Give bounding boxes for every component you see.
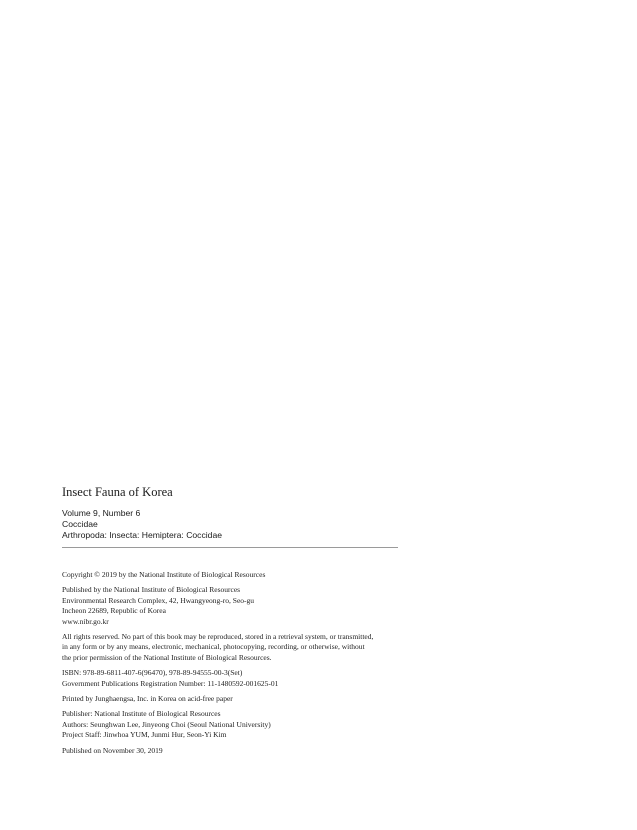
volume-info	[62, 508, 222, 541]
publication-date-paragraph	[62, 746, 412, 756]
copyright-paragraph	[62, 570, 412, 580]
isbn-paragraph	[62, 668, 412, 689]
imprint-line: Published on November 30, 2019	[62, 745, 163, 755]
publisher-address-paragraph	[62, 585, 412, 627]
family-name: Coccidae	[62, 519, 98, 529]
imprint-line: Published by the National Institute of Biological Resources	[62, 585, 241, 595]
imprint-line: Publisher: National Institute of Biological Resources	[62, 709, 221, 719]
imprint-line: the prior permission of the National Institute of Biological Resources.	[62, 652, 272, 662]
imprint-line: Environmental Research Complex, 42, Hwangyeong-ro, Seo-gu	[62, 595, 255, 605]
imprint-line: ISBN: 978-89-6811-407-6(96470), 978-89-94555-00-3(Set)	[62, 668, 243, 678]
imprint-line: Printed by Junghaengsa, Inc. in Korea on acid-free paper	[62, 694, 233, 704]
imprint-line: Authors: Seunghwan Lee, Jinyeong Choi (Seoul National University)	[62, 719, 271, 729]
website-link[interactable]: www.nibr.go.kr	[62, 616, 109, 626]
volume-number: Volume 9, Number 6	[62, 508, 141, 518]
series-title: Insect Fauna of Korea	[62, 485, 173, 499]
printer-paragraph	[62, 694, 412, 704]
credits-paragraph	[62, 709, 412, 740]
rights-paragraph	[62, 632, 412, 663]
imprint-line: Government Publications Registration Number: 11-1480592-001625-01	[62, 678, 279, 688]
imprint-line: All rights reserved. No part of this book may be reproduced, stored in a retrieval system, or transmitted,	[62, 632, 374, 642]
classification: Arthropoda: Insecta: Hemiptera: Coccidae	[62, 530, 223, 540]
imprint-line: in any form or by any means, electronic, mechanical, photocopying, recording, or otherwise, without	[62, 642, 365, 652]
divider-rule	[62, 547, 398, 548]
imprint-line: Incheon 22689, Republic of Korea	[62, 606, 166, 616]
imprint-line: Project Staff: Jinwhoa YUM, Junmi Hur, Seon-Yi Kim	[62, 730, 227, 740]
imprint-line: Copyright © 2019 by the National Institute of Biological Resources	[62, 570, 266, 579]
imprint-block	[62, 570, 412, 761]
